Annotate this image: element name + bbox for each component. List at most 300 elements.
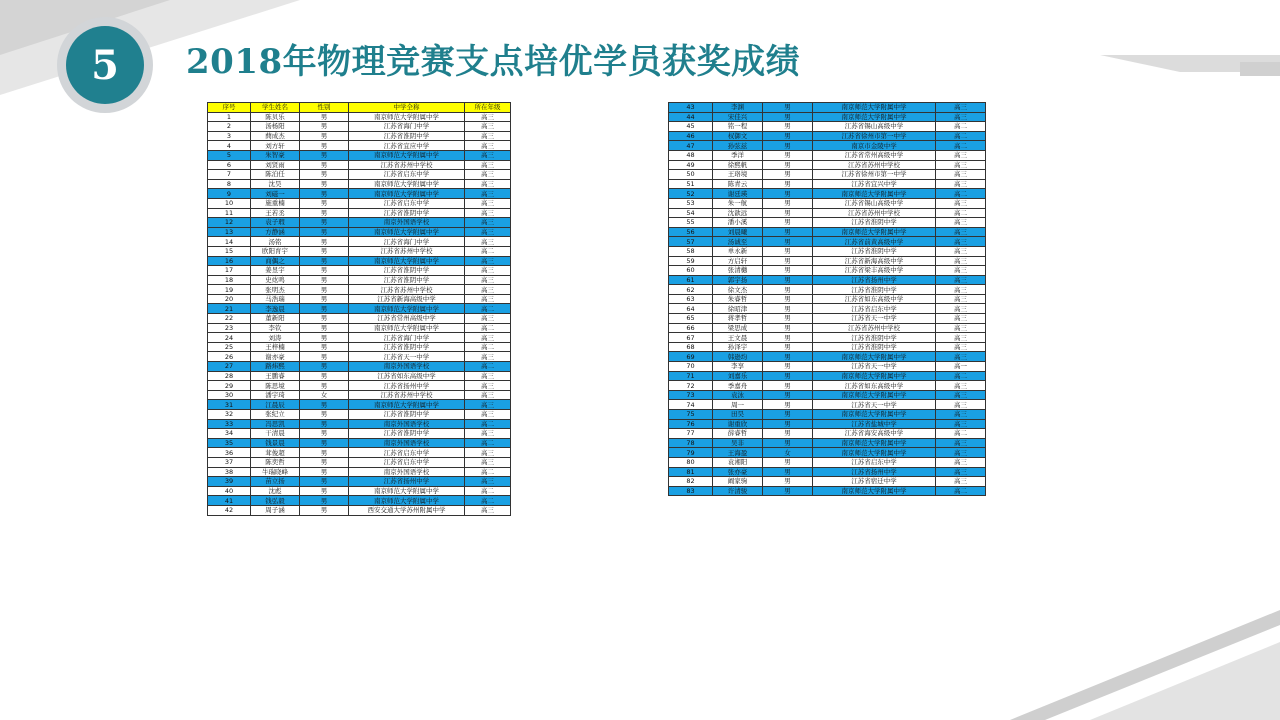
table-row [669, 429, 986, 439]
table-row [208, 333, 511, 343]
cell-grade: 高二 [465, 419, 511, 429]
table-row [208, 429, 511, 439]
cell-no: 77 [669, 429, 713, 439]
table-row [669, 457, 986, 467]
cell-grade: 高三 [936, 275, 986, 285]
cell-no: 26 [208, 352, 251, 362]
cell-grade: 高三 [936, 304, 986, 314]
table-row [669, 314, 986, 324]
cell-no: 56 [669, 227, 713, 237]
table-row [208, 179, 511, 189]
cell-gender: 男 [300, 448, 349, 458]
cell-name: 张亦豪 [713, 467, 763, 477]
cell-gender: 男 [763, 419, 813, 429]
cell-gender: 男 [300, 141, 349, 151]
table-row [208, 457, 511, 467]
cell-no: 31 [208, 400, 251, 410]
cell-grade: 高三 [465, 448, 511, 458]
cell-grade: 高三 [936, 448, 986, 458]
table-row [669, 285, 986, 295]
cell-name: 沈昊 [251, 179, 300, 189]
cell-gender: 男 [763, 333, 813, 343]
cell-no: 45 [669, 122, 713, 132]
cell-school: 江苏省宿迁中学 [813, 477, 936, 487]
cell-school: 南京师范大学附属中学 [813, 189, 936, 199]
cell-school: 江苏省扬州中学 [349, 477, 465, 487]
table-row [669, 170, 986, 180]
cell-grade: 高三 [465, 150, 511, 160]
cell-name: 汤杨阳 [251, 122, 300, 132]
cell-no: 4 [208, 141, 251, 151]
cell-no: 52 [669, 189, 713, 199]
table-row [208, 131, 511, 141]
cell-name: 潘小溪 [713, 218, 763, 228]
cell-name: 潘宇琦 [251, 390, 300, 400]
cell-no: 62 [669, 285, 713, 295]
cell-name: 冯思凯 [251, 419, 300, 429]
cell-school: 南京师范大学附属中学 [349, 496, 465, 506]
cell-no: 18 [208, 275, 251, 285]
table-row [208, 400, 511, 410]
cell-gender: 男 [763, 208, 813, 218]
cell-gender: 男 [300, 486, 349, 496]
cell-school: 江苏省淮阴中学 [813, 246, 936, 256]
cell-name: 陈泊任 [251, 170, 300, 180]
cell-name: 朱睿哲 [713, 294, 763, 304]
cell-grade: 高二 [936, 131, 986, 141]
cell-school: 南京师范大学附属中学 [349, 323, 465, 333]
table-row [208, 467, 511, 477]
cell-no: 51 [669, 179, 713, 189]
cell-gender: 男 [763, 304, 813, 314]
cell-name: 汤诚至 [713, 237, 763, 247]
header-name: 学生姓名 [251, 103, 300, 113]
cell-no: 25 [208, 342, 251, 352]
cell-school: 江苏省启东中学 [349, 170, 465, 180]
cell-no: 61 [669, 275, 713, 285]
cell-grade: 高三 [465, 218, 511, 228]
cell-name: 刘晨曦 [713, 227, 763, 237]
cell-no: 53 [669, 198, 713, 208]
cell-no: 32 [208, 410, 251, 420]
cell-gender: 男 [300, 362, 349, 372]
cell-no: 21 [208, 304, 251, 314]
cell-grade: 高三 [465, 227, 511, 237]
cell-name: 刘涛 [251, 333, 300, 343]
cell-no: 54 [669, 208, 713, 218]
cell-school: 江苏省天一中学 [349, 352, 465, 362]
cell-no: 10 [208, 198, 251, 208]
cell-gender: 男 [300, 419, 349, 429]
cell-school: 江苏省海门中学 [349, 237, 465, 247]
table-row [208, 371, 511, 381]
cell-name: 薛睿哲 [713, 429, 763, 439]
cell-name: 刘贤雨 [251, 160, 300, 170]
cell-school: 南京师范大学附属中学 [349, 189, 465, 199]
cell-no: 44 [669, 112, 713, 122]
cell-gender: 男 [300, 285, 349, 295]
table-row [208, 189, 511, 199]
table-row [669, 438, 986, 448]
page-title: 2018年物理竞赛支点培优学员获奖成绩 [186, 42, 801, 82]
cell-name: 朱一航 [713, 198, 763, 208]
cell-school: 南京师范大学附属中学 [349, 486, 465, 496]
cell-name: 王海盈 [713, 448, 763, 458]
cell-name: 吴非 [713, 438, 763, 448]
cell-grade: 高三 [936, 438, 986, 448]
cell-no: 33 [208, 419, 251, 429]
cell-school: 江苏省苏州中学校 [349, 246, 465, 256]
cell-grade: 高二 [465, 467, 511, 477]
cell-grade: 高三 [465, 381, 511, 391]
cell-grade: 高三 [936, 160, 986, 170]
table-row [208, 141, 511, 151]
cell-name: 徐文杰 [713, 285, 763, 295]
cell-school: 江苏省新海高级中学 [349, 294, 465, 304]
cell-name: 商偶之 [251, 256, 300, 266]
cell-school: 江苏省淮阴中学 [349, 410, 465, 420]
table-row [208, 170, 511, 180]
cell-grade: 高三 [465, 131, 511, 141]
cell-school: 江苏省常州高级中学 [813, 150, 936, 160]
cell-grade: 高二 [936, 208, 986, 218]
cell-no: 1 [208, 112, 251, 122]
cell-no: 71 [669, 371, 713, 381]
cell-school: 江苏省宜兴中学 [813, 179, 936, 189]
cell-name: 韩逊均 [713, 352, 763, 362]
cell-gender: 男 [763, 371, 813, 381]
table-row [669, 467, 986, 477]
cell-school: 江苏省淮阴中学 [349, 275, 465, 285]
cell-gender: 男 [300, 457, 349, 467]
cell-no: 3 [208, 131, 251, 141]
cell-no: 49 [669, 160, 713, 170]
cell-name: 朱智豪 [251, 150, 300, 160]
cell-name: 谢重欣 [713, 419, 763, 429]
table-row [208, 198, 511, 208]
cell-name: 许清骏 [713, 486, 763, 496]
cell-name: 刘嘉乐 [713, 371, 763, 381]
table-row [669, 122, 986, 132]
cell-school: 南京师范大学附属中学 [813, 371, 936, 381]
cell-name: 苗立扬 [251, 477, 300, 487]
table-row [669, 189, 986, 199]
cell-gender: 男 [300, 275, 349, 285]
cell-no: 22 [208, 314, 251, 324]
cell-school: 南京师范大学附属中学 [349, 112, 465, 122]
cell-gender: 男 [300, 150, 349, 160]
table-row [208, 448, 511, 458]
table-row [208, 112, 511, 122]
roster-table-left [207, 102, 511, 516]
cell-no: 39 [208, 477, 251, 487]
cell-gender: 男 [300, 333, 349, 343]
cell-no: 36 [208, 448, 251, 458]
cell-gender: 男 [300, 160, 349, 170]
cell-school: 江苏省徐州市第一中学 [813, 131, 936, 141]
cell-name: 张纪立 [251, 410, 300, 420]
cell-gender: 男 [763, 179, 813, 189]
cell-no: 7 [208, 170, 251, 180]
cell-no: 37 [208, 457, 251, 467]
cell-name: 季洋 [713, 150, 763, 160]
cell-no: 76 [669, 419, 713, 429]
cell-grade: 高二 [465, 323, 511, 333]
cell-school: 江苏省启东中学 [349, 457, 465, 467]
cell-school: 江苏省淮阴中学 [813, 218, 936, 228]
cell-gender: 男 [300, 342, 349, 352]
cell-no: 57 [669, 237, 713, 247]
cell-school: 江苏省扬州中学 [813, 467, 936, 477]
cell-grade: 高三 [936, 112, 986, 122]
table-row [208, 410, 511, 420]
cell-school: 江苏省如东高级中学 [349, 371, 465, 381]
cell-name: 季嘉舟 [713, 381, 763, 391]
cell-school: 江苏省常州高级中学 [349, 314, 465, 324]
cell-school: 南京外国语学校 [349, 419, 465, 429]
cell-name: 刘磁一 [251, 189, 300, 199]
cell-grade: 高一 [936, 362, 986, 372]
cell-school: 江苏省梁丰高级中学 [813, 266, 936, 276]
cell-no: 17 [208, 266, 251, 276]
cell-school: 江苏省苏州中学校 [349, 390, 465, 400]
table-row [669, 477, 986, 487]
table-row [669, 390, 986, 400]
cell-grade: 高三 [936, 150, 986, 160]
header-grade: 所在年级 [465, 103, 511, 113]
table-row [669, 131, 986, 141]
cell-gender: 男 [763, 410, 813, 420]
cell-gender: 男 [300, 410, 349, 420]
cell-no: 50 [669, 170, 713, 180]
cell-gender: 男 [300, 237, 349, 247]
cell-name: 袁泳 [713, 390, 763, 400]
cell-gender: 男 [763, 150, 813, 160]
cell-name: 刘方轩 [251, 141, 300, 151]
cell-name: 单永新 [713, 246, 763, 256]
cell-school: 江苏省苏州中学校 [813, 160, 936, 170]
cell-gender: 男 [763, 362, 813, 372]
cell-school: 南京市金陵中学 [813, 141, 936, 151]
table-row [208, 304, 511, 314]
cell-no: 75 [669, 410, 713, 420]
cell-school: 南京师范大学附属中学 [813, 103, 936, 113]
cell-no: 63 [669, 294, 713, 304]
cell-name: 阚家驹 [713, 477, 763, 487]
cell-no: 28 [208, 371, 251, 381]
cell-gender: 男 [763, 477, 813, 487]
cell-grade: 高三 [936, 294, 986, 304]
cell-school: 南京师范大学附属中学 [813, 227, 936, 237]
slide-number-badge: 5 [66, 26, 144, 104]
cell-grade: 高三 [465, 477, 511, 487]
cell-grade: 高三 [936, 266, 986, 276]
cell-no: 42 [208, 505, 251, 515]
cell-name: 谢廷瑛 [713, 189, 763, 199]
cell-grade: 高三 [465, 208, 511, 218]
cell-grade: 高三 [465, 333, 511, 343]
cell-gender: 男 [763, 237, 813, 247]
cell-no: 24 [208, 333, 251, 343]
cell-gender: 男 [763, 400, 813, 410]
cell-gender: 男 [763, 266, 813, 276]
cell-grade: 高二 [936, 189, 986, 199]
cell-name: 欧阳育宇 [251, 246, 300, 256]
cell-no: 12 [208, 218, 251, 228]
cell-grade: 高三 [936, 390, 986, 400]
cell-name: 孙弦兹 [713, 141, 763, 151]
cell-name: 袁子瑕 [251, 218, 300, 228]
header-school: 中学全称 [349, 103, 465, 113]
cell-grade: 高三 [465, 410, 511, 420]
cell-gender: 男 [300, 122, 349, 132]
table-row [669, 112, 986, 122]
cell-name: 张清樾 [713, 266, 763, 276]
cell-grade: 高三 [936, 246, 986, 256]
cell-gender: 男 [300, 179, 349, 189]
cell-gender: 男 [763, 352, 813, 362]
cell-no: 55 [669, 218, 713, 228]
cell-name: 汤铭 [251, 237, 300, 247]
cell-no: 19 [208, 285, 251, 295]
cell-school: 江苏省天一中学 [813, 314, 936, 324]
cell-name: 张明杰 [251, 285, 300, 295]
cell-no: 8 [208, 179, 251, 189]
cell-gender: 男 [300, 170, 349, 180]
cell-school: 南京外国语学校 [349, 438, 465, 448]
cell-name: 史竑鸣 [251, 275, 300, 285]
cell-name: 干清晨 [251, 429, 300, 439]
cell-grade: 高二 [936, 429, 986, 439]
cell-grade: 高三 [465, 352, 511, 362]
cell-name: 郭宇扬 [713, 275, 763, 285]
table-row [208, 477, 511, 487]
cell-school: 西安交通大学苏州附属中学 [349, 505, 465, 515]
table-row [669, 304, 986, 314]
cell-gender: 男 [763, 457, 813, 467]
cell-gender: 男 [300, 246, 349, 256]
cell-school: 江苏省锡山高级中学 [813, 122, 936, 132]
cell-gender: 男 [763, 275, 813, 285]
table-row [669, 227, 986, 237]
cell-grade: 高三 [465, 266, 511, 276]
cell-grade: 高三 [465, 198, 511, 208]
table-row [208, 381, 511, 391]
cell-grade: 高二 [465, 486, 511, 496]
cell-no: 20 [208, 294, 251, 304]
cell-name: 王鹏睿 [251, 371, 300, 381]
table-row [208, 352, 511, 362]
cell-school: 江苏省淮阴中学 [349, 342, 465, 352]
cell-no: 5 [208, 150, 251, 160]
table-row [669, 352, 986, 362]
cell-no: 79 [669, 448, 713, 458]
cell-school: 南京师范大学附属中学 [349, 256, 465, 266]
cell-name: 陈青云 [713, 179, 763, 189]
cell-no: 9 [208, 189, 251, 199]
cell-grade: 高三 [465, 400, 511, 410]
cell-name: 李享 [713, 362, 763, 372]
cell-no: 64 [669, 304, 713, 314]
cell-grade: 高三 [465, 390, 511, 400]
cell-name: 李渊 [713, 103, 763, 113]
table-row [208, 122, 511, 132]
cell-grade: 高二 [936, 141, 986, 151]
cell-school: 江苏省海安高级中学 [813, 429, 936, 439]
cell-school: 江苏省苏州中学校 [813, 323, 936, 333]
cell-school: 南京师范大学附属中学 [349, 179, 465, 189]
cell-no: 83 [669, 486, 713, 496]
table-row [669, 198, 986, 208]
cell-grade: 高三 [465, 256, 511, 266]
cell-grade: 高三 [465, 189, 511, 199]
cell-grade: 高三 [936, 477, 986, 487]
cell-grade: 高三 [465, 371, 511, 381]
table-row [208, 275, 511, 285]
cell-gender: 男 [300, 323, 349, 333]
cell-no: 80 [669, 457, 713, 467]
cell-grade: 高三 [465, 237, 511, 247]
cell-name: 陈贝乐 [251, 112, 300, 122]
cell-school: 江苏省如东高级中学 [813, 381, 936, 391]
cell-grade: 高二 [465, 362, 511, 372]
cell-gender: 男 [763, 103, 813, 113]
cell-gender: 男 [300, 294, 349, 304]
cell-grade: 高三 [465, 505, 511, 515]
cell-gender: 男 [300, 477, 349, 487]
cell-name: 马浩瑞 [251, 294, 300, 304]
cell-no: 43 [669, 103, 713, 113]
cell-name: 谢亦豪 [251, 352, 300, 362]
cell-name: 周子涵 [251, 505, 300, 515]
cell-no: 66 [669, 323, 713, 333]
cell-name: 姜昱宇 [251, 266, 300, 276]
table-row [669, 266, 986, 276]
cell-grade: 高三 [465, 457, 511, 467]
cell-school: 南京师范大学附属中学 [813, 112, 936, 122]
cell-school: 江苏省淮阴中学 [813, 285, 936, 295]
table-row [208, 246, 511, 256]
cell-school: 南京师范大学附属中学 [349, 150, 465, 160]
cell-grade: 高二 [936, 122, 986, 132]
table-row [669, 333, 986, 343]
cell-grade: 高二 [465, 246, 511, 256]
cell-no: 82 [669, 477, 713, 487]
cell-name: 江晨辰 [251, 400, 300, 410]
cell-name: 王文晨 [713, 333, 763, 343]
table-row [669, 381, 986, 391]
cell-no: 60 [669, 266, 713, 276]
cell-name: 袁湘阳 [713, 457, 763, 467]
cell-gender: 男 [763, 189, 813, 199]
table-row [208, 342, 511, 352]
cell-no: 29 [208, 381, 251, 391]
cell-name: 施重楠 [251, 198, 300, 208]
cell-school: 南京师范大学附属中学 [813, 410, 936, 420]
cell-school: 江苏省淮阴中学 [349, 208, 465, 218]
cell-grade: 高二 [936, 486, 986, 496]
cell-name: 徐熙帆 [713, 160, 763, 170]
table-row [669, 141, 986, 151]
cell-name: 孙泽宇 [713, 342, 763, 352]
table-row [208, 160, 511, 170]
cell-gender: 男 [763, 170, 813, 180]
cell-grade: 高三 [936, 198, 986, 208]
table-row [208, 266, 511, 276]
cell-grade: 高三 [936, 314, 986, 324]
cell-gender: 男 [763, 342, 813, 352]
cell-gender: 男 [300, 400, 349, 410]
